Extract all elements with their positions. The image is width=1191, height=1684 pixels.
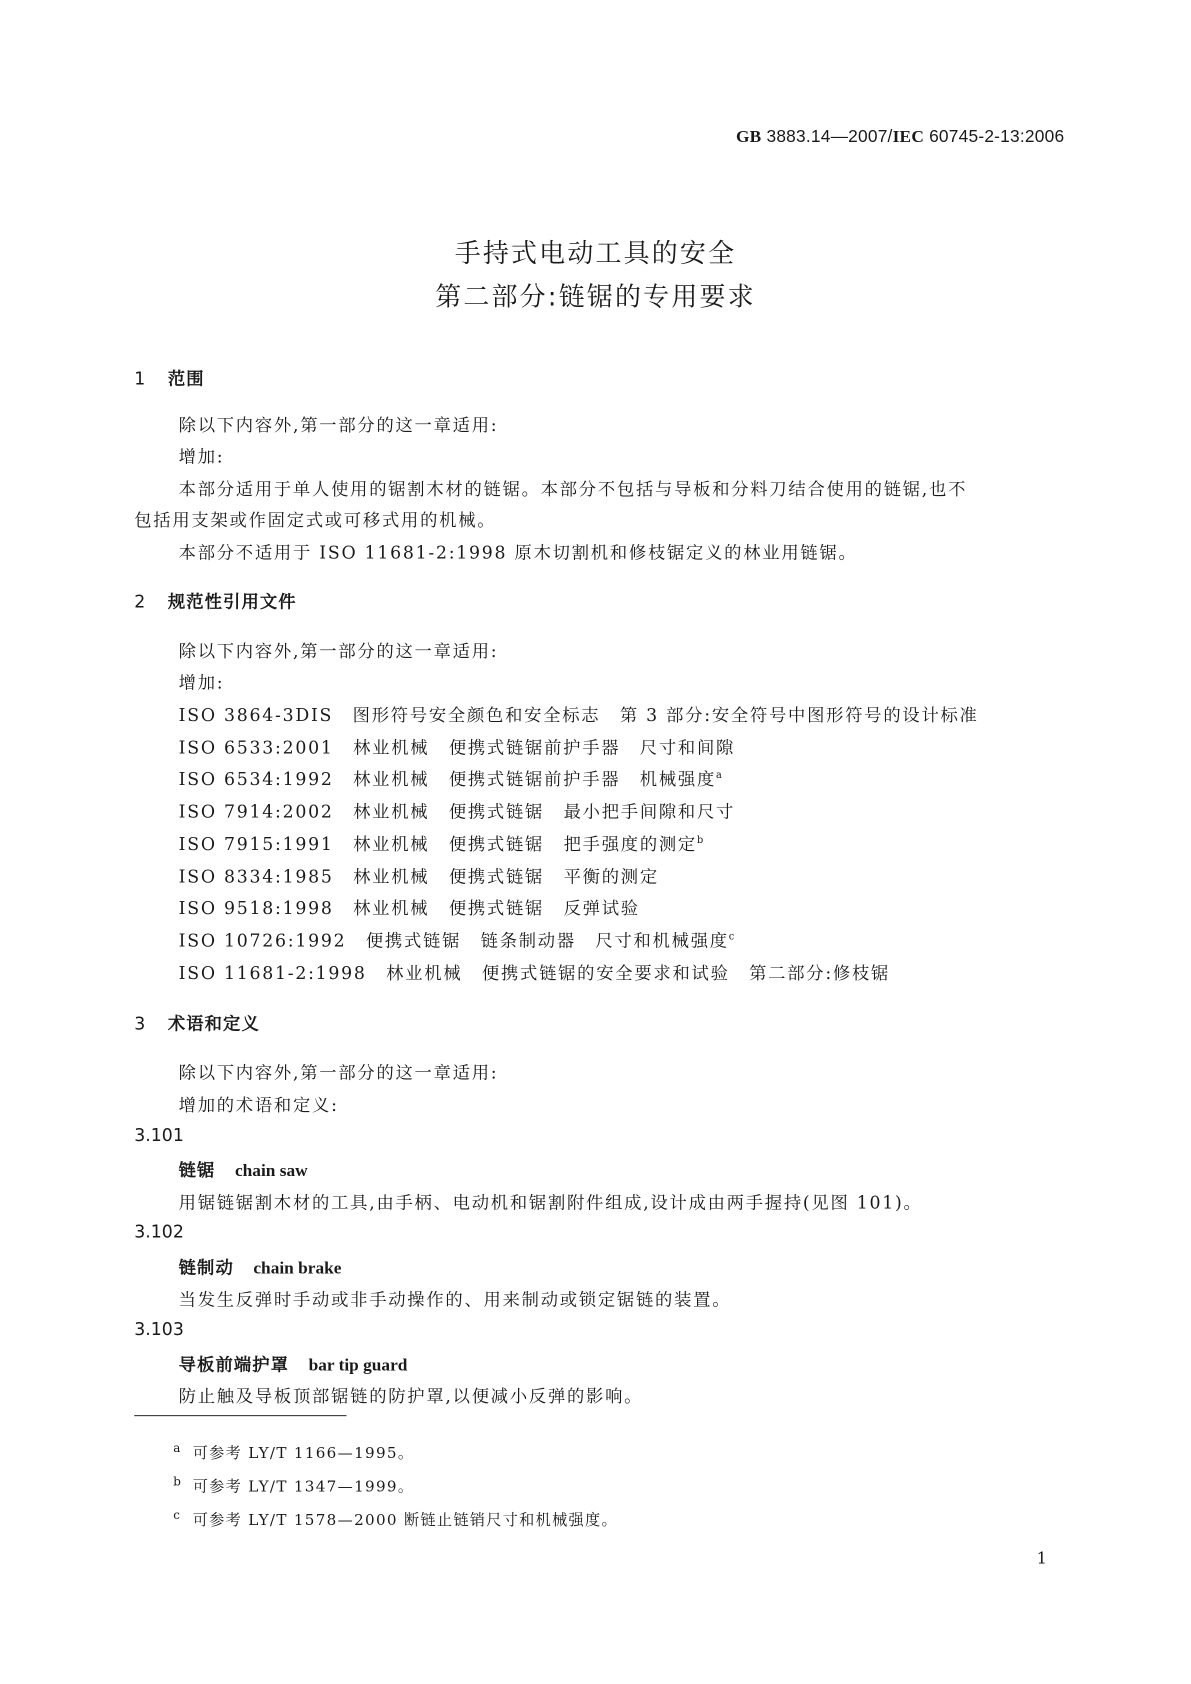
paragraph: 除以下内容外,第一部分的这一章适用: [178, 414, 499, 436]
footnote [173, 1508, 618, 1530]
footnote-marker: a [716, 770, 724, 782]
footnote-text: 可参考 LY/T 1347—1999。 [192, 1478, 415, 1496]
reference-part: 图形符号安全颜色和安全标志 [352, 704, 601, 726]
paragraph: 增加: [178, 446, 225, 467]
section-title: 范围 [167, 368, 205, 389]
section-heading-scope [134, 365, 204, 390]
term-definition: 用锯链锯割木材的工具,由手柄、电动机和锯割附件组成,设计成由两手握持(见图 101)。 [178, 1192, 923, 1213]
term-english: chain brake [253, 1259, 342, 1278]
section-number: 3 [134, 1013, 147, 1034]
footnote-mark: a [173, 1441, 182, 1456]
reference-part: 把手强度的测定 [563, 833, 697, 855]
reference-part: 第 3 部分:安全符号中图形符号的设计标准 [619, 704, 979, 726]
term-chinese: 链制动 [178, 1257, 234, 1278]
footnote-text: 可参考 LY/T 1166—1995。 [192, 1445, 415, 1463]
section-number: 1 [134, 368, 147, 389]
reference-part: 林业机械 [353, 833, 430, 855]
footnote-mark: b [173, 1474, 183, 1489]
reference-code: ISO 7915:1991 [178, 833, 334, 855]
reference-part: 林业机械 [353, 897, 430, 919]
paragraph: 本部分适用于单人使用的锯割木材的链锯。本部分不包括与导板和分料刀结合使用的链锯,也不 [178, 478, 968, 500]
term-english: chain saw [234, 1161, 308, 1181]
reference-item [179, 894, 640, 919]
section-heading-normative-references [134, 588, 296, 613]
reference-code: ISO 11681-2:1998 [178, 962, 367, 984]
footnote-mark: c [173, 1508, 182, 1523]
reference-item [179, 765, 724, 790]
footnote [173, 1475, 414, 1497]
reference-code: ISO 6533:2001 [178, 737, 334, 758]
reference-item [179, 863, 659, 888]
reference-part: 链条制动器 [480, 930, 576, 951]
paragraph: 除以下内容外,第一部分的这一章适用: [178, 640, 499, 662]
reference-part: 便携式链锯前护手器 [448, 737, 621, 758]
paragraph: 除以下内容外,第一部分的这一章适用: [178, 1062, 499, 1083]
footnote-marker: b [696, 835, 705, 847]
reference-item [179, 734, 735, 759]
footnote-divider [134, 1415, 346, 1416]
reference-part: 便携式链锯 [448, 897, 545, 919]
reference-code: ISO 3864-3DIS [178, 704, 334, 726]
reference-part: 便携式链锯 [448, 866, 545, 887]
reference-part: 林业机械 [353, 737, 430, 758]
reference-item [179, 927, 736, 952]
reference-part: 林业机械 [386, 962, 463, 984]
reference-code: ISO 9518:1998 [178, 897, 334, 919]
footnote [173, 1441, 414, 1463]
section-title: 规范性引用文件 [167, 591, 297, 612]
reference-part: 反弹试验 [563, 897, 640, 919]
standard-iec-number: 60745-2-13:2006 [924, 127, 1065, 147]
paragraph: 增加的术语和定义: [178, 1094, 339, 1116]
reference-code: ISO 8334:1985 [178, 866, 334, 887]
term-chinese: 链锯 [178, 1159, 216, 1181]
reference-code: ISO 7914:2002 [178, 801, 334, 822]
reference-part: 林业机械 [353, 801, 430, 822]
reference-part: 林业机械 [353, 866, 430, 887]
term-definition: 当发生反弹时手动或非手动操作的、用来制动或锁定锯链的装置。 [178, 1289, 732, 1311]
reference-part: 平衡的测定 [563, 866, 659, 887]
term-number: 3.102 [134, 1221, 184, 1242]
reference-item [179, 798, 735, 823]
section-number: 2 [134, 591, 147, 612]
term-heading [179, 1254, 342, 1279]
standard-code [736, 128, 1064, 147]
section-title: 术语和定义 [167, 1013, 260, 1034]
page-number: 1 [1036, 1548, 1047, 1568]
term-number: 3.103 [134, 1318, 184, 1340]
section-heading-terms [134, 1010, 260, 1035]
term-english: bar tip guard [308, 1356, 408, 1376]
reference-code: ISO 6534:1992 [178, 768, 334, 790]
reference-part: 便携式链锯的安全要求和试验 [481, 962, 730, 984]
reference-part: 便携式链锯 [448, 801, 545, 822]
reference-part: 第二部分:修枝锯 [749, 962, 891, 984]
reference-code: ISO 10726:1992 [178, 930, 347, 951]
paragraph: 增加: [178, 672, 225, 693]
term-chinese: 导板前端护罩 [178, 1354, 290, 1376]
standard-prefix: GB [735, 127, 762, 147]
standard-number: 3883.14—2007/ [761, 127, 893, 147]
reference-part: 便携式链锯 [448, 833, 545, 855]
term-heading [179, 1156, 308, 1181]
reference-part: 最小把手间隙和尺寸 [563, 801, 736, 822]
reference-part: 机械强度 [639, 768, 717, 790]
footnote-text: 可参考 LY/T 1578—2000 断链止链销尺寸和机械强度。 [192, 1512, 618, 1530]
footnote-marker: c [728, 931, 736, 943]
document-title: 手持式电动工具的安全 [454, 238, 737, 269]
term-definition: 防止触及导板顶部锯链的防护罩,以便减小反弹的影响。 [178, 1385, 644, 1407]
reference-part: 便携式链锯 [365, 930, 462, 951]
reference-item [179, 830, 705, 855]
reference-part: 尺寸和间隙 [639, 737, 736, 758]
paragraph-continuation: 包括用支架或作固定式或可移式用的机械。 [134, 509, 497, 531]
reference-part: 林业机械 [353, 768, 430, 790]
paragraph: 本部分不适用于 ISO 11681-2:1998 原木切割机和修枝锯定义的林业用链锯。 [178, 542, 858, 564]
reference-item [179, 959, 890, 984]
reference-item [179, 702, 979, 727]
standard-iec: IEC [892, 127, 925, 147]
reference-part: 尺寸和机械强度 [595, 930, 729, 951]
reference-part: 便携式链锯前护手器 [448, 768, 621, 790]
term-number: 3.101 [134, 1124, 184, 1146]
term-heading [179, 1351, 408, 1376]
document-subtitle: 第二部分:链锯的专用要求 [435, 281, 756, 312]
